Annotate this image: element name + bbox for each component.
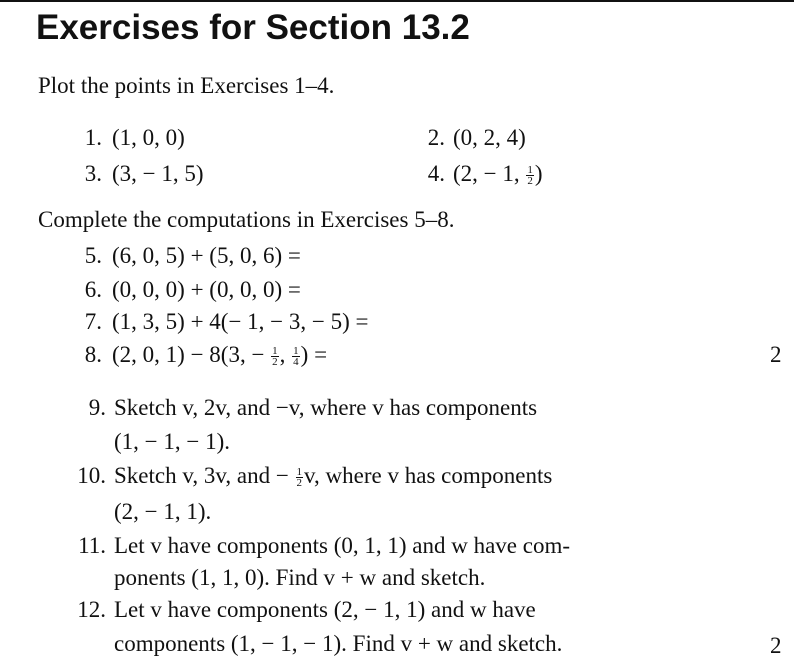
fraction-denominator: 2 [296,477,303,490]
fraction [526,165,534,186]
fraction [296,467,304,488]
exercise-number: 10. [77,463,106,488]
exercise-number: 2. [427,125,445,150]
fraction-denominator: 2 [527,175,533,188]
exercise-number: 3. [84,161,102,186]
expr-part: v, where v has components [304,463,553,488]
exercise-text: (2, − 1, 1). [114,499,212,524]
fraction-numerator: 1 [527,164,533,177]
fraction [292,346,300,367]
expr-part: (2, − 1, [453,161,526,186]
top-rule [0,0,794,2]
intro-compute: Complete the computations in Exercises 5–8. [38,207,455,232]
exercise-text: (1, 3, 5) + 4(− 1, − 3, − 5) = [112,309,369,334]
exercise-text: (1, − 1, − 1). [114,429,231,454]
exercise-text: (6, 0, 5) + (5, 0, 6) = [112,243,301,268]
exercise-text: Sketch v, 2v, and −v, where v has components [114,395,538,420]
fraction [271,346,279,367]
expr-part: ) = [300,342,328,367]
exercise-number: 11. [78,533,106,558]
expr-part: ) [534,161,543,186]
fraction-numerator: 1 [272,345,278,358]
exercise-text: components (1, − 1, − 1). Find v + w and sketch. [114,631,563,656]
margin-mark: 2 [770,342,782,367]
exercise-text: Let v have components (0, 1, 1) and w have com- [114,533,571,558]
fraction-numerator: 1 [293,345,299,358]
exercise-text: (0, 0, 0) + (0, 0, 0) = [112,277,301,302]
exercise-number: 12. [77,597,106,622]
expr-part: Sketch v, 3v, and − [114,463,295,488]
section-title: Exercises for Section 13.2 [36,8,470,47]
exercise-text: (3, − 1, 5) [112,161,204,186]
expr-part: (2, 0, 1) − 8(3, − [112,342,271,367]
exercise-number: 9. [88,395,106,420]
fraction-numerator: 1 [296,466,303,479]
fraction-denominator: 2 [272,356,278,369]
exercise-text [112,341,327,369]
exercise-text: (0, 2, 4) [453,125,526,150]
exercise-text [114,462,552,490]
expr-part: , [279,342,292,367]
exercise-number: 1. [84,125,102,150]
exercise-text: (1, 0, 0) [112,125,185,150]
exercise-text [453,160,543,188]
exercise-number: 5. [84,243,102,268]
exercise-number: 7. [84,309,102,334]
exercise-number: 6. [84,277,102,302]
fraction-denominator: 4 [293,356,299,369]
margin-mark: 2 [770,633,782,658]
exercise-number: 8. [84,342,102,367]
intro-plot: Plot the points in Exercises 1–4. [38,73,335,98]
exercise-text: ponents (1, 1, 0). Find v + w and sketch. [114,565,486,590]
exercise-text: Let v have components (2, − 1, 1) and w have [114,597,536,622]
exercise-number: 4. [427,161,445,186]
